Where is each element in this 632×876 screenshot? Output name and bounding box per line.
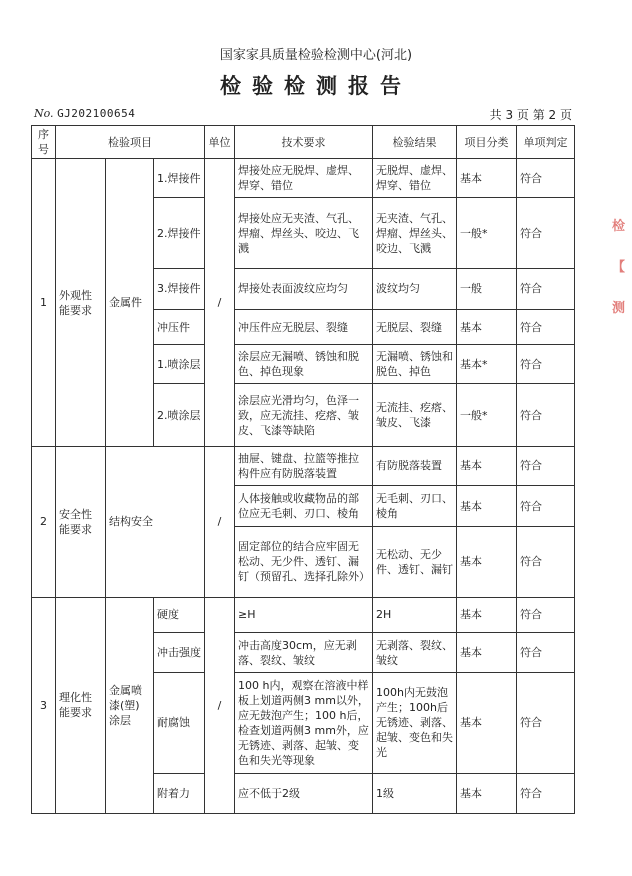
item-name: 冲击强度 (154, 632, 205, 672)
verdict-cell: 符合 (517, 486, 575, 527)
inspection-table (31, 125, 575, 814)
result-cell: 无脱焊、虚焊、焊穿、错位 (373, 159, 457, 198)
group1-category: 外观性能要求 (56, 159, 106, 447)
result-cell: 无漏喷、锈蚀和脱色、掉色 (373, 345, 457, 384)
result-cell: 有防脱落装置 (373, 446, 457, 485)
report-number (34, 107, 135, 120)
category-cell: 基本 (457, 673, 517, 774)
requirement-cell: 抽屉、键盘、拉篮等推拉构件应有防脱落装置 (235, 446, 373, 485)
header-category: 项目分类 (457, 126, 517, 159)
category-cell: 基本 (457, 527, 517, 597)
item-name: 硬度 (154, 597, 205, 632)
verdict-cell: 符合 (517, 310, 575, 345)
category-cell: 基本 (457, 486, 517, 527)
organization-name: 国家家具质量检验检测中心(河北) (219, 48, 413, 63)
verdict-cell: 符合 (517, 673, 575, 774)
verdict-cell: 符合 (517, 345, 575, 384)
category-cell: 基本 (457, 446, 517, 485)
group1-subcategory: 金属件 (106, 159, 154, 447)
category-cell: 基本 (457, 597, 517, 632)
header-result: 检验结果 (373, 126, 457, 159)
stamp-char: 检 (612, 219, 626, 234)
item-name: 冲压件 (154, 310, 205, 345)
header-verdict: 单项判定 (517, 126, 575, 159)
group3-subcategory: 金属喷漆(塑)涂层 (106, 597, 154, 813)
verdict-cell: 符合 (517, 632, 575, 672)
result-cell: 无毛刺、刃口、棱角 (373, 486, 457, 527)
table-row (32, 597, 575, 632)
group1-unit: / (205, 159, 235, 447)
requirement-cell: 人体接触或收藏物品的部位应无毛刺、刃口、棱角 (235, 486, 373, 527)
report-title: 检验检测报告 (220, 74, 412, 98)
group2-unit: / (205, 446, 235, 597)
category-cell: 基本* (457, 345, 517, 384)
requirement-cell: 100 h内，观察在溶液中样板上划道两侧3 mm以外，应无鼓泡产生；100 h后，检查划道两侧3 mm外，应无锈迹、剥落、起皱、变色和失光等现象 (235, 673, 373, 774)
requirement-cell: 应不低于2级 (235, 773, 373, 813)
category-cell: 基本 (457, 310, 517, 345)
category-cell: 基本 (457, 159, 517, 198)
category-cell: 基本 (457, 632, 517, 672)
table-row (32, 159, 575, 198)
item-name: 附着力 (154, 773, 205, 813)
header-row (32, 126, 575, 159)
item-name: 3.焊接件 (154, 268, 205, 309)
result-cell: 无夹渣、气孔、焊瘤、焊丝头、咬边、飞溅 (373, 198, 457, 268)
result-cell: 无流挂、疙瘩、皱皮、飞漆 (373, 384, 457, 446)
result-cell: 100h内无鼓泡产生；100h后无锈迹、剥落、起皱、变色和失光 (373, 673, 457, 774)
item-name: 耐腐蚀 (154, 673, 205, 774)
group3-category: 理化性能要求 (56, 597, 106, 813)
group2-subcategory: 结构安全 (106, 446, 205, 597)
requirement-cell: 冲击高度30cm，应无剥落、裂纹、皱纹 (235, 632, 373, 672)
requirement-cell: 固定部位的结合应牢固无松动、无少件、透钉、漏钉（预留孔、选择孔除外） (235, 527, 373, 597)
category-cell: 基本 (457, 773, 517, 813)
requirement-cell: 焊接处应无夹渣、气孔、焊瘤、焊丝头、咬边、飞溅 (235, 198, 373, 268)
partial-red-stamp (612, 215, 632, 365)
requirement-cell: 焊接处应无脱焊、虚焊、焊穿、错位 (235, 159, 373, 198)
verdict-cell: 符合 (517, 198, 575, 268)
result-cell: 1级 (373, 773, 457, 813)
requirement-cell: 冲压件应无脱层、裂缝 (235, 310, 373, 345)
group1-number: 1 (32, 159, 56, 447)
item-name: 2.焊接件 (154, 198, 205, 268)
verdict-cell: 符合 (517, 268, 575, 309)
item-name: 1.喷涂层 (154, 345, 205, 384)
verdict-cell: 符合 (517, 446, 575, 485)
requirement-cell: 涂层应无漏喷、锈蚀和脱色、掉色现象 (235, 345, 373, 384)
verdict-cell: 符合 (517, 773, 575, 813)
item-name: 2.喷涂层 (154, 384, 205, 446)
group3-unit: / (205, 597, 235, 813)
category-cell: 一般 (457, 268, 517, 309)
page-info: 共 3 页 第 2 页 (489, 108, 572, 122)
requirement-cell: 涂层应光滑均匀，色泽一致，应无流挂、疙瘩、皱皮、飞漆等缺陷 (235, 384, 373, 446)
stamp-char: 【 (612, 260, 626, 275)
item-name: 1.焊接件 (154, 159, 205, 198)
header-requirement: 技术要求 (235, 126, 373, 159)
result-cell: 无脱层、裂缝 (373, 310, 457, 345)
header-unit: 单位 (205, 126, 235, 159)
verdict-cell: 符合 (517, 527, 575, 597)
category-cell: 一般* (457, 384, 517, 446)
header-seq: 序号 (32, 126, 56, 159)
group3-number: 3 (32, 597, 56, 813)
verdict-cell: 符合 (517, 384, 575, 446)
requirement-cell: 焊接处表面波纹应均匀 (235, 268, 373, 309)
group2-number: 2 (32, 446, 56, 597)
stamp-char: 测 (612, 301, 626, 316)
result-cell: 无松动、无少件、透钉、漏钉 (373, 527, 457, 597)
report-number-label: No. (34, 107, 54, 120)
result-cell: 无剥落、裂纹、皱纹 (373, 632, 457, 672)
header-item: 检验项目 (56, 126, 205, 159)
table-row (32, 446, 575, 485)
inspection-table-wrap (31, 125, 574, 814)
report-number-value: GJ202100654 (57, 107, 136, 120)
requirement-cell: ≥H (235, 597, 373, 632)
verdict-cell: 符合 (517, 597, 575, 632)
category-cell: 一般* (457, 198, 517, 268)
verdict-cell: 符合 (517, 159, 575, 198)
result-cell: 2H (373, 597, 457, 632)
result-cell: 波纹均匀 (373, 268, 457, 309)
group2-category: 安全性能要求 (56, 446, 106, 597)
